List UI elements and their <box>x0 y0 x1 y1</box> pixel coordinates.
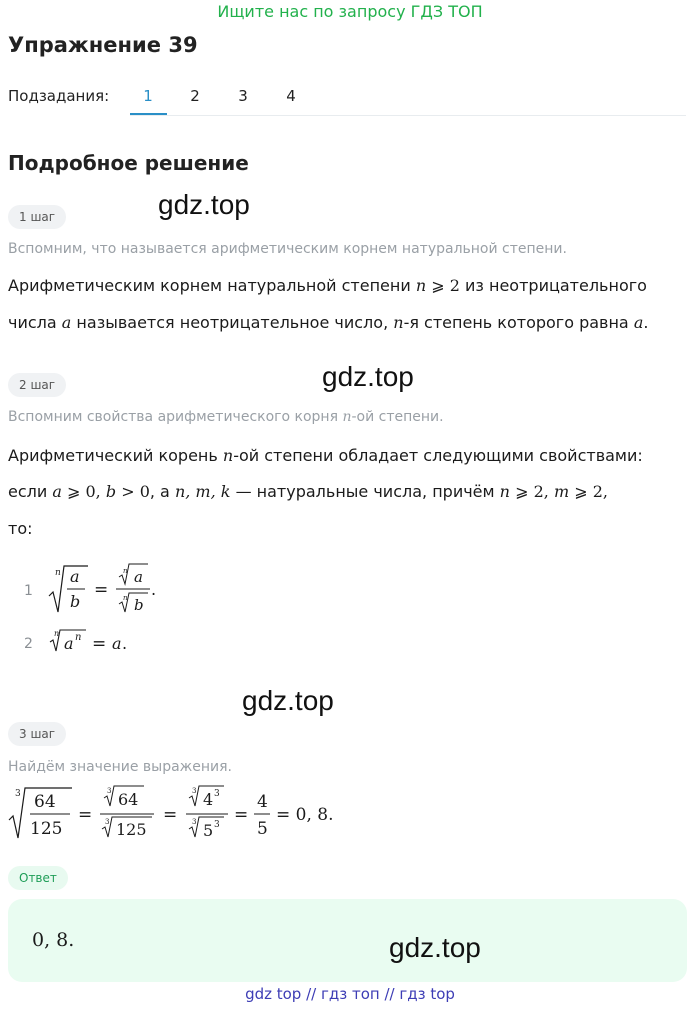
svg-text:64: 64 <box>118 790 139 809</box>
step-1-line-1: Арифметическим корнем натуральной степени n ⩾ 2 из неотрицательного <box>8 276 647 295</box>
svg-text:b: b <box>134 596 144 614</box>
step-2-line-2: если a ⩾ 0, b > 0, а n, m, k — натуральные числа, причём n ⩾ 2, m ⩾ 2, <box>8 482 608 501</box>
svg-text:3: 3 <box>105 818 110 826</box>
svg-text:b: b <box>70 592 81 611</box>
svg-text:=: = <box>92 634 107 654</box>
step-1-badge: 1 шаг <box>8 205 66 229</box>
svg-text:=: = <box>78 805 93 825</box>
svg-text:4: 4 <box>203 790 214 809</box>
svg-text:n: n <box>55 568 61 578</box>
tabs-divider <box>130 115 686 116</box>
svg-text:.: . <box>151 580 157 599</box>
svg-text:3: 3 <box>214 820 220 830</box>
promo-banner[interactable]: Ищите нас по запросу ГДЗ ТОП <box>217 2 483 21</box>
svg-text:n: n <box>54 629 60 638</box>
svg-text:a: a <box>70 567 80 586</box>
watermark: gdz.top <box>322 361 414 392</box>
answer-badge: Ответ <box>8 866 68 890</box>
svg-text:125: 125 <box>116 820 147 839</box>
step-2-badge: 2 шаг <box>8 373 66 397</box>
svg-text:= 0, 8.: = 0, 8. <box>276 805 334 825</box>
svg-text:3: 3 <box>107 787 112 795</box>
watermark: gdz.top <box>389 932 481 963</box>
svg-text:3: 3 <box>192 818 197 826</box>
svg-text:5: 5 <box>257 819 268 839</box>
svg-text:=: = <box>234 805 249 825</box>
section-title: Подробное решение <box>8 151 249 175</box>
svg-text:4: 4 <box>257 792 268 812</box>
svg-text:.: . <box>122 634 128 653</box>
list-number-1: 1 <box>24 583 33 599</box>
svg-text:n: n <box>123 594 128 602</box>
step-1-hint: Вспомним, что называется арифметическим корнем натуральной степени. <box>8 241 567 257</box>
svg-text:a: a <box>64 634 74 653</box>
property-1-formula <box>46 560 166 620</box>
svg-text:=: = <box>163 805 178 825</box>
step-3-calculation <box>6 782 346 846</box>
svg-text:a: a <box>112 634 122 653</box>
step-1-line-2: числа a называется неотрицательное число, n-я степень которого равна a. <box>8 313 649 332</box>
list-number-2: 2 <box>24 636 33 652</box>
page-title: Упражнение 39 <box>8 33 198 57</box>
footer-links[interactable]: gdz top // гдз топ // гдз top <box>245 985 455 1003</box>
step-3-badge: 3 шаг <box>8 722 66 746</box>
active-tab-indicator <box>130 113 167 115</box>
property-2-formula <box>46 624 146 658</box>
tab-subtask-2[interactable]: 2 <box>190 87 200 105</box>
answer-value: 0, 8. <box>32 929 75 951</box>
watermark: gdz.top <box>242 685 334 716</box>
svg-text:a: a <box>134 568 143 586</box>
svg-text:125: 125 <box>30 819 63 839</box>
svg-text:3: 3 <box>15 789 21 799</box>
step-2-line-3: то: <box>8 519 33 538</box>
svg-text:=: = <box>94 580 109 600</box>
svg-text:3: 3 <box>214 789 220 799</box>
tab-subtask-3[interactable]: 3 <box>238 87 248 105</box>
answer-box <box>8 899 687 982</box>
step-3-hint: Найдём значение выражения. <box>8 759 233 775</box>
watermark: gdz.top <box>158 189 250 220</box>
svg-text:n: n <box>75 632 82 643</box>
tab-subtask-1[interactable]: 1 <box>143 87 153 105</box>
step-2-hint: Вспомним свойства арифметического корня n-ой степени. <box>8 409 444 425</box>
step-2-line-1: Арифметический корень n-ой степени обладает следующими свойствами: <box>8 446 643 465</box>
subtasks-label: Подзадания: <box>8 87 110 105</box>
svg-text:64: 64 <box>34 792 56 812</box>
tab-subtask-4[interactable]: 4 <box>286 87 296 105</box>
svg-text:3: 3 <box>192 787 197 795</box>
svg-text:5: 5 <box>203 821 214 840</box>
svg-text:n: n <box>123 567 128 575</box>
